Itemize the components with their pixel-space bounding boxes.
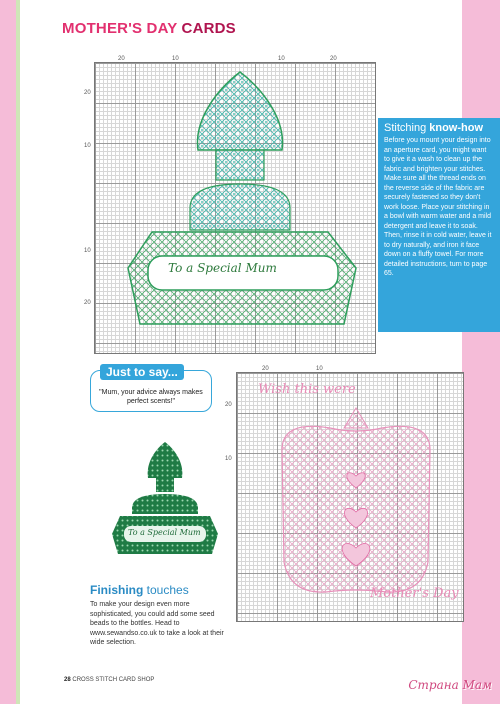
photo-neck	[156, 478, 174, 492]
finishing-body: To make your design even more sophisticated, you could add some seed beads to the bottles. Head to www.sewandso.co.uk to take a look at their wide selection.	[90, 601, 224, 646]
photo-shoulder	[132, 494, 198, 514]
top-chart-x-tick: 10	[172, 56, 179, 62]
bottom-chart-x-tick: 10	[316, 366, 323, 372]
apple-outline	[282, 426, 430, 592]
know-how-title-plain: Stitching	[384, 122, 430, 134]
stopper-shape	[197, 72, 282, 150]
photo-banner-text: To a Special Mum	[128, 528, 201, 537]
top-chart-y-tick: 20	[84, 300, 91, 306]
top-chart-x-tick: 20	[330, 56, 337, 62]
finishing-title-bold: Finishing	[90, 583, 147, 597]
top-chart-banner-text: To a Special Mum	[168, 261, 277, 275]
footer-label: CROSS STITCH CARD SHOP	[72, 677, 155, 683]
page-footer	[64, 677, 154, 683]
page-header	[62, 20, 236, 37]
bottom-chart-top-text: Wish this were	[258, 382, 356, 397]
perfume-bottle-design	[94, 62, 374, 352]
bottle-shoulder	[190, 184, 290, 230]
know-how-title	[378, 118, 500, 136]
bottom-chart-x-tick: 20	[262, 366, 269, 372]
bottom-chart-bottom-text: Mother's Day	[370, 586, 459, 601]
just-to-say-heading: Just to say...	[100, 364, 184, 380]
bottom-chart-y-tick: 10	[225, 456, 232, 462]
know-how-title-bold: know-how	[429, 122, 484, 134]
know-how-body: Before you mount your design into an aperture card, you might want to give it a wash to clean up the fabric and brighten your stitches. Make sure all the thread ends on the reverse side of the fabric are securely fastened so they don't work loose. Place your stitching in a bowl with warm water and a mild detergent and leave it to soak. Then, rinse it in cold water, leave it to dry naturally, and iron it face down on a fluffy towel. For more detailed instructions, turn to page 65.	[384, 137, 492, 277]
apple-heart-design	[236, 372, 462, 620]
finishing-title-plain: touches	[146, 583, 189, 597]
know-how-panel	[378, 118, 500, 332]
page-number: 28	[64, 677, 71, 683]
top-chart-x-tick: 10	[278, 56, 285, 62]
photo-stopper	[148, 442, 183, 478]
pink-page-edge-right	[462, 0, 500, 704]
top-chart-y-tick: 10	[84, 143, 91, 149]
quote-text: "Mum, your advice always makes perfect scents!"	[99, 389, 203, 405]
top-chart-y-tick: 10	[84, 248, 91, 254]
header-prefix: MOTHER'S DAY	[62, 20, 182, 37]
pink-page-edge-left	[0, 0, 16, 704]
green-page-stripe	[16, 0, 20, 704]
bottle-neck	[216, 150, 264, 180]
top-chart-y-tick: 20	[84, 90, 91, 96]
finishing-title	[90, 583, 189, 597]
watermark-text: Страна Мам	[408, 678, 492, 692]
stitched-bottle-photo	[110, 438, 220, 558]
bottom-chart-y-tick: 20	[225, 402, 232, 408]
top-chart-x-tick: 20	[118, 56, 125, 62]
header-suffix: CARDS	[181, 20, 236, 37]
apple-leaf	[344, 408, 368, 428]
